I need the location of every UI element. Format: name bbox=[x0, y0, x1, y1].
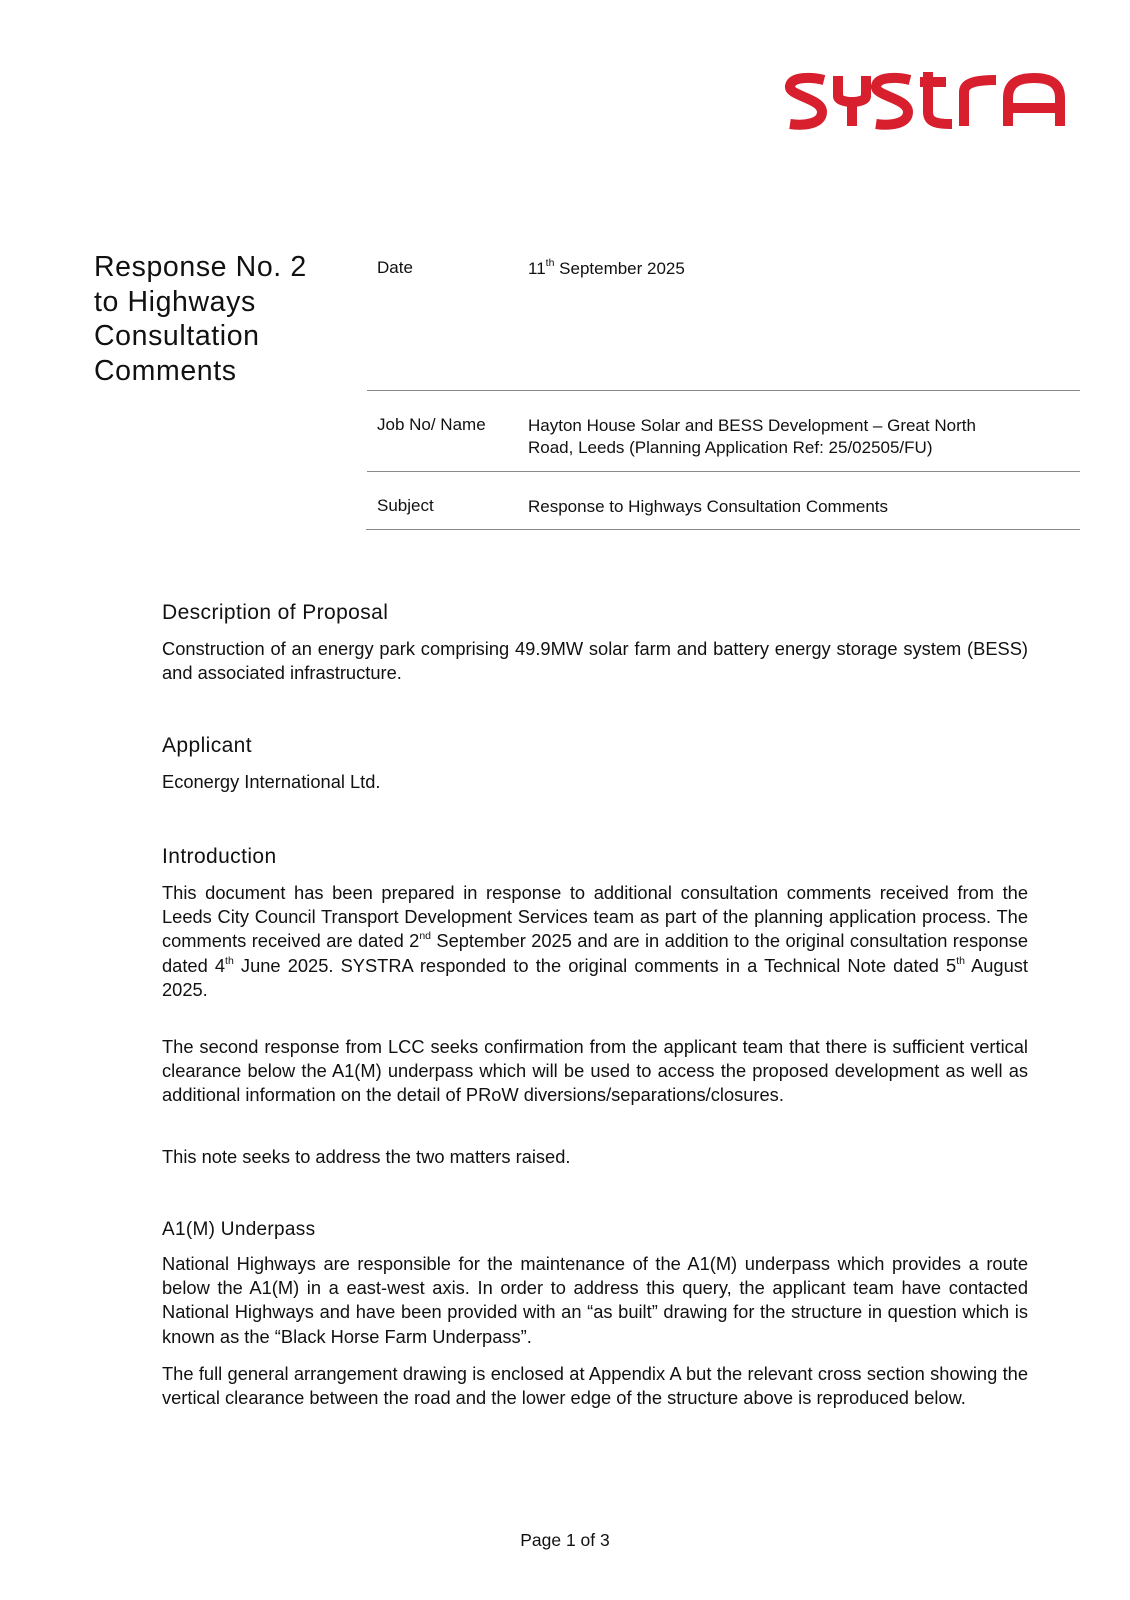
job-value-line: Hayton House Solar and BESS Development – Great North bbox=[528, 416, 976, 435]
date-suffix: th bbox=[545, 257, 555, 270]
applicant-text: Econergy International Ltd. bbox=[162, 771, 381, 792]
text-run: This document has been prepared in response to additional consultation comments received from the Leeds City Council Transport Development Services team as part of the planning application process. The comments received are dated 2 bbox=[162, 882, 1028, 952]
document-title bbox=[94, 250, 354, 388]
ordinal-suffix: th bbox=[956, 954, 965, 967]
date-rest: September 2025 bbox=[554, 259, 685, 278]
description-body: Construction of an energy park comprising 49.9MW solar farm and battery energy storage system (BESS) and associated infrastructure. bbox=[162, 638, 1028, 684]
introduction-paragraph-3: This note seeks to address the two matters raised. bbox=[162, 1146, 571, 1167]
divider bbox=[366, 529, 1080, 530]
text-run: September 2025 and are in addition to the original consultation response dated 4 bbox=[162, 930, 1028, 976]
job-value-line: Road, Leeds (Planning Application Ref: 25/02505/FU) bbox=[528, 438, 933, 457]
description-text bbox=[162, 637, 1028, 685]
section-heading-description: Description of Proposal bbox=[162, 601, 389, 624]
section-heading-underpass: A1(M) Underpass bbox=[162, 1219, 316, 1240]
title-line: to Highways bbox=[94, 285, 256, 318]
underpass-paragraph-2: The full general arrangement drawing is enclosed at Appendix A but the relevant cross section showing the vertical clearance between the road and the lower edge of the structure above is reproduced below. bbox=[162, 1363, 1028, 1409]
date-label: Date bbox=[377, 258, 413, 277]
job-value bbox=[528, 415, 1068, 459]
title-line: Consultation bbox=[94, 320, 260, 352]
date-day: 11 bbox=[528, 259, 546, 278]
text-run: June 2025. SYSTRA responded to the original comments in a Technical Note dated 5 bbox=[233, 954, 957, 976]
section-heading-applicant: Applicant bbox=[162, 734, 252, 757]
introduction-paragraph-1 bbox=[162, 881, 1028, 1002]
title-line: Response No. 2 bbox=[94, 251, 307, 283]
ordinal-suffix: th bbox=[225, 954, 234, 967]
text-run: August 2025. bbox=[162, 954, 1028, 1000]
date-value bbox=[528, 258, 1068, 280]
subject-value: Response to Highways Consultation Comments bbox=[528, 497, 889, 516]
systra-logo-icon bbox=[782, 68, 1072, 132]
systra-logo bbox=[782, 68, 1072, 132]
divider bbox=[367, 471, 1080, 472]
section-heading-introduction: Introduction bbox=[162, 845, 277, 868]
subject-label: Subject bbox=[377, 496, 434, 515]
underpass-paragraph-1: National Highways are responsible for the maintenance of the A1(M) underpass which provides a route below the A1(M) in a east-west axis. In order to address this query, the applicant team have contacted National Highways and have been provided with an “as built” drawing for the structure in question which is known as the “Black Horse Farm Underpass”. bbox=[162, 1253, 1028, 1347]
job-label: Job No/ Name bbox=[377, 415, 486, 434]
page-number: Page 1 of 3 bbox=[520, 1530, 610, 1550]
title-line: Comments bbox=[94, 354, 237, 387]
introduction-paragraph-2: The second response from LCC seeks confirmation from the applicant team that there is sufficient vertical clearance below the A1(M) underpass which will be used to access the proposed development as well as additional information on the detail of PRoW diversions/separations/closures. bbox=[162, 1036, 1028, 1106]
ordinal-suffix: nd bbox=[419, 930, 432, 943]
divider bbox=[367, 390, 1080, 391]
